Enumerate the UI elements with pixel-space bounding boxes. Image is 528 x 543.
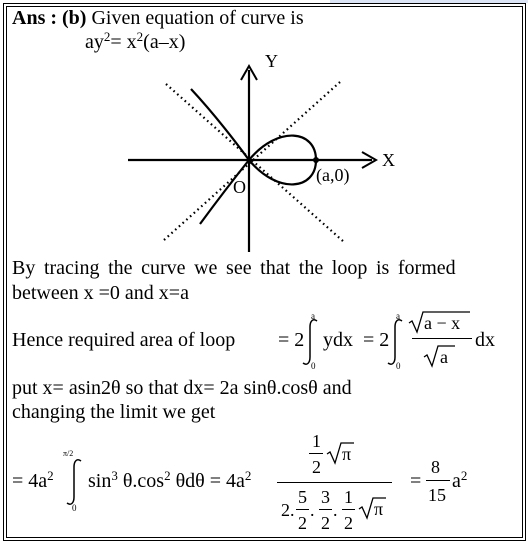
area-integrand: ydx <box>323 329 353 351</box>
area-upper-2: a <box>396 311 400 321</box>
result-num: 8 <box>431 457 440 477</box>
answer-label: Ans : <box>12 7 58 29</box>
top-num-1: 1 <box>312 431 321 451</box>
area-dx: dx <box>475 329 495 351</box>
area-den: a <box>440 347 448 367</box>
den-bar-2 <box>319 509 332 510</box>
point-a <box>313 157 319 163</box>
den-n3: 1 <box>344 487 353 507</box>
area-coef-1: = 2 <box>278 329 305 351</box>
tracing-line: By tracing the curve we see that the loop is formed <box>12 257 456 279</box>
final-lower: 0 <box>72 503 77 513</box>
area-lower-1: 0 <box>311 361 316 371</box>
curve-upper-branch <box>191 89 249 160</box>
x-axis-label: X <box>382 150 395 170</box>
integral-sign-1 <box>302 318 322 366</box>
top-half-bar <box>309 453 323 454</box>
den-bar-1 <box>296 509 309 510</box>
curve-equation: $ay^2= x^2(a-x)$ <box>85 29 186 53</box>
main-fraction-bar <box>277 482 392 483</box>
den-prefix: 2. <box>281 500 295 520</box>
answer-intro: Given equation of curve is <box>91 7 304 29</box>
integral-sign-3 <box>66 458 86 506</box>
area-num: a − x <box>424 313 461 333</box>
asymptote-1 <box>166 84 344 242</box>
between-line: between x =0 and x=a <box>12 282 189 304</box>
result-bar <box>426 480 450 481</box>
den-bar-3 <box>342 509 355 510</box>
area-coef-2: = 2 <box>363 329 390 351</box>
result-den: 15 <box>428 485 446 505</box>
den-d3: 2 <box>344 513 353 533</box>
sqrt-pi-bottom <box>358 496 388 520</box>
top-den-2: 2 <box>312 457 321 477</box>
origin-label: O <box>233 177 246 197</box>
result-eq: = <box>410 470 422 492</box>
den-dot-1: . <box>310 500 315 520</box>
area-lower-2: 0 <box>396 361 401 371</box>
limit-line: changing the limit we get <box>12 401 216 423</box>
hence-text: Hence required area of loop <box>12 329 236 351</box>
y-axis-label: Y <box>265 51 278 71</box>
final-integrand: $\sin^3 \theta.\cos^2$ $\theta d\theta = 4a^2$ <box>88 468 252 492</box>
point-label: (a,0) <box>316 165 350 185</box>
den-n2: 3 <box>321 487 330 507</box>
final-coef: = $4a^2$ <box>12 468 54 492</box>
den-pi: π <box>374 499 384 519</box>
area-upper-1: a <box>311 311 315 321</box>
den-dot-2: . <box>333 500 338 520</box>
integral-sign-2 <box>387 318 407 366</box>
substitution-line: put x= asin2θ so that dx= 2a sinθ.cosθ and <box>12 377 352 399</box>
den-d1: 2 <box>298 513 307 533</box>
top-pi: π <box>342 444 352 464</box>
result-var: $a^2$ <box>452 468 468 492</box>
sqrt-pi-top <box>326 441 356 465</box>
area-fraction-bar <box>412 338 472 339</box>
final-upper: π/2 <box>63 449 74 458</box>
den-n1: 5 <box>298 487 307 507</box>
den-d2: 2 <box>321 513 330 533</box>
answer-option: (b) <box>62 7 87 29</box>
